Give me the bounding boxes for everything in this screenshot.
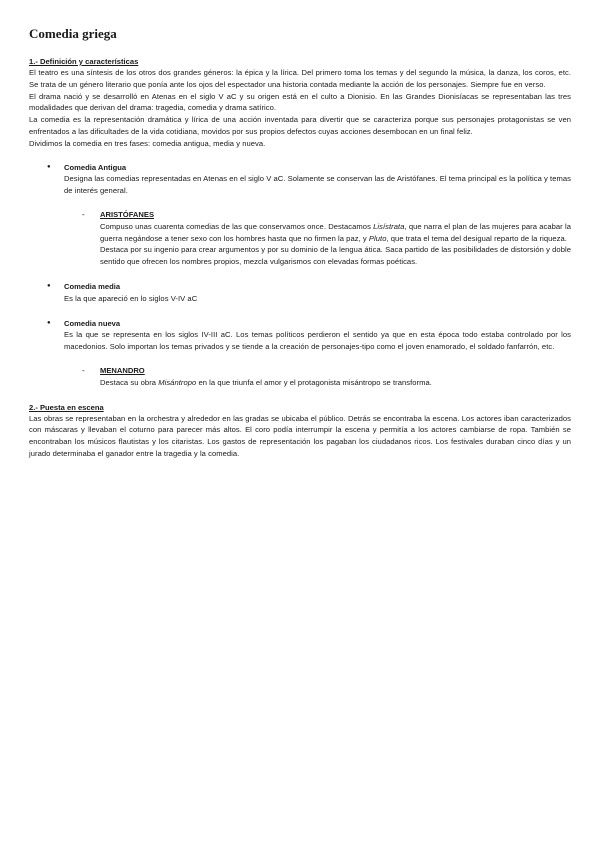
section-definition	[29, 56, 571, 389]
author-name: - MENANDRO	[100, 365, 145, 375]
author-list	[64, 365, 571, 389]
author-text: Compuso unas cuarenta comedias de las que conservamos once. Destacamos Lisístrata, que narra el plan de las mujeres para acabar la guerra negándose a tener sexo con los hombres hasta que no firmen la paz, y Pluto, que trata el tema del desigual reparto de la riqueza.	[100, 221, 571, 243]
phase-text: Es la que se representa en los siglos IV-III aC. Los temas políticos perdieron el sentido ya que en esta época todo estaba controlado por los macedonios. Solo importan los temas privados y se tiende a la creación de personajes-tipo como el joven enamorado, el soldado fanfarrón, etc.	[64, 330, 571, 352]
list-item-comedia-nueva	[29, 318, 571, 389]
work-title: Pluto	[368, 233, 387, 243]
document-title: Comedia griega	[29, 26, 117, 41]
paragraph: El drama nació y se desarrolló en Atenas en el siglo V aC y su origen está en el culto a Dionisio. En las Grandes Dionisíacas se representaban las tres modalidades que derivan del drama: tragedia, comedia y drama satírico.	[29, 91, 571, 113]
paragraph: Dividimos la comedia en tres fases: comedia antigua, media y nueva.	[29, 138, 266, 148]
paragraph: El teatro es una síntesis de los otros dos grandes géneros: la épica y la lírica. Del primero toma los temas y del segundo la música, la danza, los coros, etc. Se trata de un género literario que ponía ante los ojos del espectador una historia contada mediante la acción de los personajes. Siempre fue en verso.	[29, 68, 571, 89]
work-title: Lisístrata	[373, 221, 405, 231]
phase-label: ● Comedia Antigua	[64, 162, 127, 172]
author-list	[64, 209, 571, 268]
phase-text: Es la que apareció en lo siglos V-IV aC	[64, 293, 198, 303]
phase-text: Designa las comedias representadas en Atenas en el siglo V aC. Solamente se conservan las de Aristófanes. El tema principal es la política y temas de interés general.	[64, 174, 571, 196]
list-item-comedia-antigua	[29, 162, 571, 268]
section-staging	[29, 402, 571, 460]
paragraph: Las obras se representaban en la orchestra y alrededor en las gradas se ubicaba el público. Detrás se encontraba la escena. Los actores iban caracterizados con máscaras y llevaban el coturno para parecer más altos. El coro podía interrumpir la escena y permitía a los actores cambiarse de ropa. También se encontraban los músicos flautistas y los citaristas. Los gastos de representación los pagaban los ciudadanos ricos. Los festivales duraban cinco días y un jurado determinaba el ganador entre la tragedia y la comedia.	[29, 413, 571, 458]
author-name: - ARISTÓFANES	[100, 209, 155, 219]
author-item-aristofanes	[64, 209, 571, 268]
phase-label: ● Comedia media	[64, 281, 121, 291]
paragraph: La comedia es la representación dramática y lírica de una acción inventada para divertir que se caracteriza porque sus personajes protagonistas se ven enfrentados a las dificultades de la vida cotidiana, movidos por sus propios defectos cuyas acciones desembocan en un final feliz.	[29, 115, 571, 136]
section-heading-definition: 1.- Definición y características	[29, 57, 139, 66]
author-text: Destaca su obra Misántropo en la que triunfa el amor y el protagonista misántropo se transforma.	[100, 377, 432, 387]
work-title: Misántropo	[158, 377, 197, 387]
author-text: Destaca por su ingenio para crear argumentos y por su dominio de la lengua ática. Saca partido de las posibilidades de distorsión y doble sentido que ofrecen los nombres propios, mezcla vulgarismos con elevadas formas poéticas.	[100, 245, 571, 267]
author-item-menandro	[64, 365, 571, 389]
document-page	[29, 26, 571, 460]
list-item-comedia-media	[29, 281, 571, 305]
phase-label: ● Comedia nueva	[64, 318, 121, 328]
phases-list	[29, 162, 571, 389]
section-heading-staging: 2.- Puesta en escena	[29, 402, 104, 412]
